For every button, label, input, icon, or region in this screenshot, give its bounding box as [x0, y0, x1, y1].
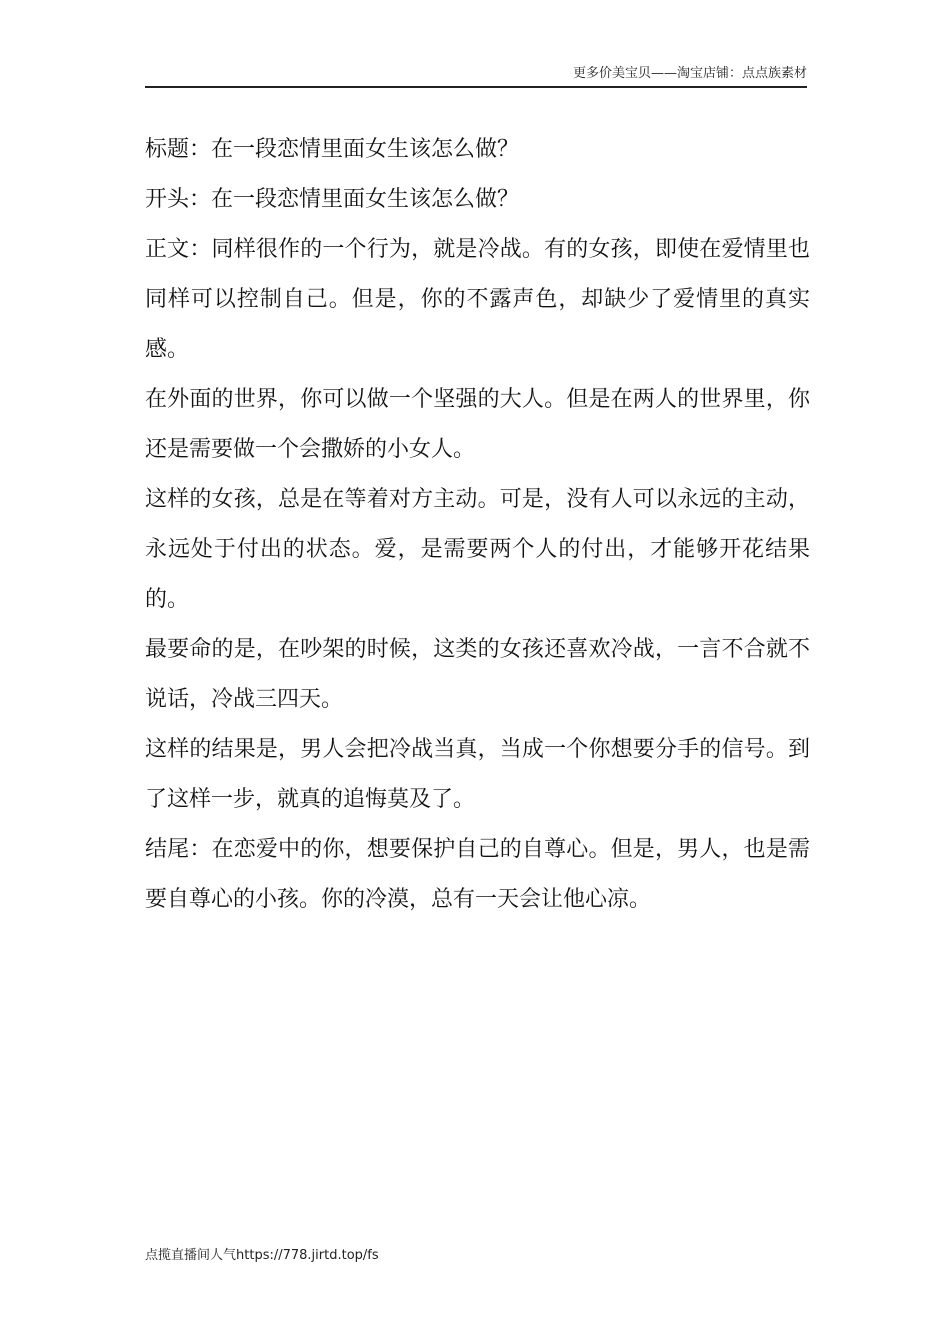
footer-label: 点揽直播间人气 — [145, 1248, 237, 1263]
page-header — [145, 66, 807, 88]
paragraph-body-5: 这样的结果是，男人会把冷战当真，当成一个你想要分手的信号。到了这样一步，就真的追悔莫及了。 — [145, 737, 810, 812]
paragraph-opening: 开头：在一段恋情里面女生该怎么做？ — [145, 187, 520, 212]
paragraph-title: 标题：在一段恋情里面女生该怎么做？ — [145, 137, 520, 162]
document-body — [145, 125, 810, 925]
paragraph-ending: 结尾：在恋爱中的你，想要保护自己的自尊心。但是，男人，也是需要自尊心的小孩。你的冷漠，总有一天会让他心凉。 — [145, 837, 810, 912]
paragraph-body-4: 最要命的是，在吵架的时候，这类的女孩还喜欢冷战，一言不合就不说话，冷战三四天。 — [145, 637, 810, 712]
header-text: 更多价美宝贝——淘宝店铺：点点族素材 — [572, 66, 807, 81]
footer-link[interactable]: https://778.jirtd.top/fs — [236, 1248, 379, 1263]
paragraph-body-3: 这样的女孩，总是在等着对方主动。可是，没有人可以永远的主动，永远处于付出的状态。爱，是需要两个人的付出，才能够开花结果的。 — [145, 487, 810, 612]
paragraph-body-2: 在外面的世界，你可以做一个坚强的大人。但是在两人的世界里，你还是需要做一个会撒娇的小女人。 — [145, 387, 810, 462]
paragraph-body-1: 正文：同样很作的一个行为，就是冷战。有的女孩，即使在爱情里也同样可以控制自己。但是，你的不露声色，却缺少了爱情里的真实感。 — [145, 237, 810, 362]
page-footer — [145, 1248, 379, 1264]
